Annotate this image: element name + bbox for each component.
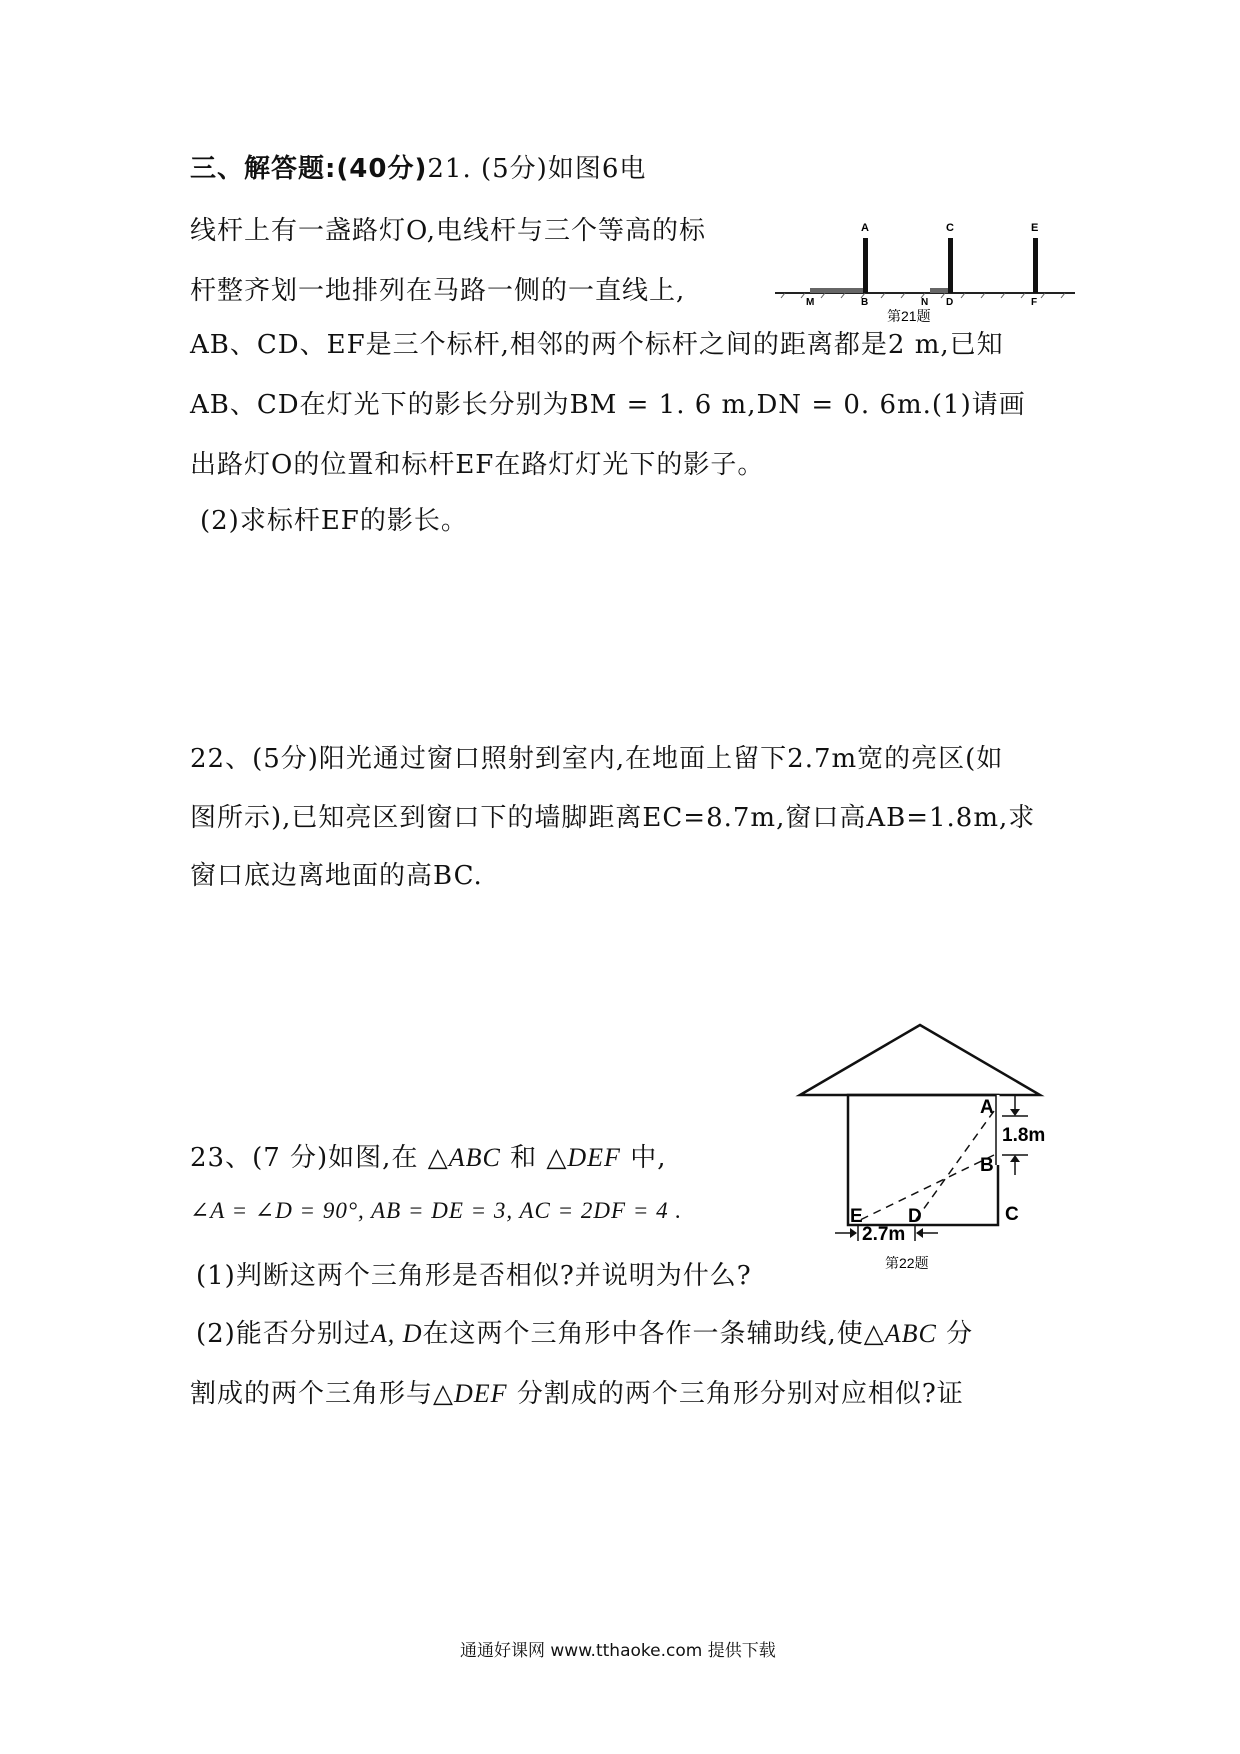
label-d: D <box>946 297 954 308</box>
q21-line-1-rest: (5分)如图6电 <box>480 154 647 184</box>
triangle-def-2: △DEF <box>433 1379 508 1408</box>
arrow-up-icon <box>1010 1155 1020 1162</box>
arrow-down-icon <box>1010 1109 1020 1116</box>
label-e: E <box>850 1206 863 1227</box>
triangle-def: △DEF <box>546 1143 621 1172</box>
label-f: F <box>1031 297 1038 308</box>
q23-line-3: (1)判断这两个三角形是否相似?并说明为什么? <box>196 1261 752 1291</box>
figure-22-caption: 第22题 <box>885 1255 929 1271</box>
figure-21-caption: 第21题 <box>887 308 931 324</box>
q21-line-4: AB、CD、EF是三个标杆,相邻的两个标杆之间的距离都是2 m,已知 <box>190 330 1004 360</box>
q23-line-4-suffix: 分 <box>946 1319 974 1349</box>
q21-line-1 <box>190 148 646 185</box>
label-n: N <box>921 297 929 308</box>
label-b: B <box>861 297 869 308</box>
label-a: A <box>980 1097 994 1118</box>
q21-number: 21. <box>427 154 472 184</box>
q23-prefix: 23、(7 分)如图,在 <box>190 1143 419 1173</box>
q23-line-5 <box>190 1373 964 1410</box>
q23-line-5-suffix: 分割成的两个三角形分别对应相似?证 <box>516 1379 964 1409</box>
q23-line-1 <box>190 1137 666 1174</box>
q23-line-5-prefix: 割成的两个三角形与 <box>190 1379 434 1409</box>
q21-line-3: 杆整齐划一地排列在马路一侧的一直线上, <box>190 276 686 306</box>
figure-21 <box>775 205 1085 335</box>
q21-line-2: 线杆上有一盏路灯O,电线杆与三个等高的标 <box>190 216 707 246</box>
q23-and: 和 <box>510 1143 538 1173</box>
house-wall <box>848 1095 998 1225</box>
pole-ab <box>863 238 868 293</box>
sun-ray-b <box>858 1155 994 1221</box>
label-c: C <box>1005 1204 1019 1225</box>
label-b: B <box>980 1155 994 1176</box>
shadow-bm <box>810 288 865 293</box>
q21-line-6: 出路灯O的位置和标杆EF在路灯灯光下的影子。 <box>190 450 765 480</box>
page-footer: 通通好课网 www.tthaoke.com 提供下载 <box>460 1641 776 1661</box>
triangle-abc: △ABC <box>427 1143 501 1172</box>
label-c: C <box>946 222 954 234</box>
q21-line-5: AB、CD在灯光下的影长分别为BM = 1. 6 m,DN = 0. 6m.(1)请画 <box>190 390 1026 420</box>
section-heading: 三、解答题:(40分) <box>190 154 428 184</box>
window-height-label: 1.8m <box>1002 1125 1046 1146</box>
q23-suffix: 中, <box>630 1143 667 1173</box>
q23-line-4-mid: 在这两个三角形中各作一条辅助线,使 <box>422 1319 864 1349</box>
label-d: D <box>908 1206 922 1227</box>
roof <box>800 1025 1040 1095</box>
label-e: E <box>1031 222 1039 234</box>
label-a: A <box>861 222 869 234</box>
label-m: M <box>806 297 815 308</box>
bright-width-label: 2.7m <box>862 1224 906 1245</box>
pole-cd <box>948 238 953 293</box>
q22-line-1: 22、(5分)阳光通过窗口照射到室内,在地面上留下2.7m宽的亮区(如 <box>190 744 1004 774</box>
q21-line-7: (2)求标杆EF的影长。 <box>200 506 468 536</box>
arrow-left-icon <box>916 1228 923 1238</box>
q23-line-4-prefix: (2)能否分别过 <box>196 1319 371 1349</box>
q23-line-2: ∠A = ∠D = 90°, AB = DE = 3, AC = 2DF = 4 . <box>190 1198 683 1223</box>
q22-line-3: 窗口底边离地面的高BC. <box>190 861 483 891</box>
arrow-right-icon <box>850 1228 857 1238</box>
q23-line-4 <box>196 1313 973 1350</box>
pole-ef <box>1033 238 1038 293</box>
figure-22 <box>790 1015 1060 1295</box>
triangle-abc-2: △ABC <box>863 1319 937 1348</box>
q22-line-2: 图所示),已知亮区到窗口下的墙脚距离EC=8.7m,窗口高AB=1.8m,求 <box>190 803 1036 833</box>
points-a-d: A, D <box>370 1319 423 1348</box>
shadow-dn <box>930 288 950 293</box>
